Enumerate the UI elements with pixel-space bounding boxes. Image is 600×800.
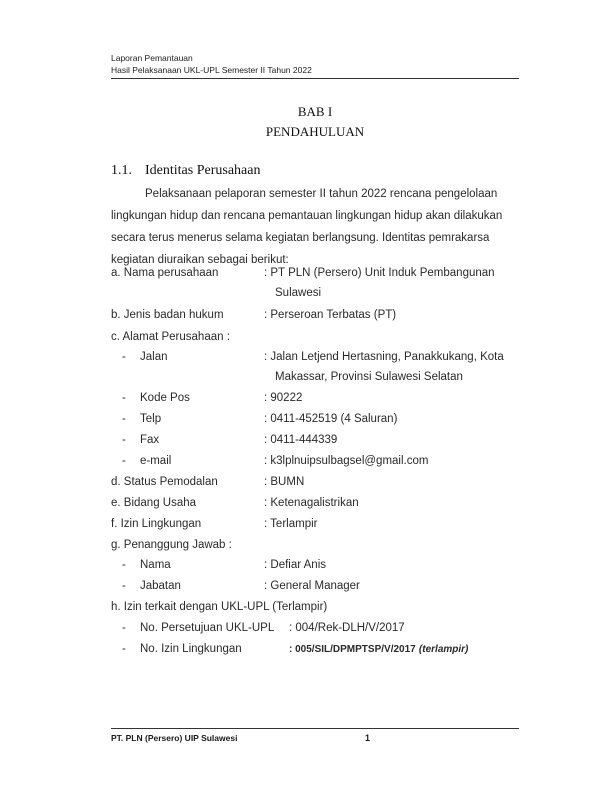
chapter-number: BAB I (297, 104, 333, 119)
subitem-label: Nama (140, 559, 171, 571)
subitem-note: (terlampir) (418, 644, 469, 655)
subitem-label: No. Persetujuan UKL-UPL (140, 622, 275, 634)
subitem-value: : General Manager (264, 580, 360, 592)
footer-company: PT. PLN (Persero) UIP Sulawesi (111, 733, 238, 743)
header-rule (111, 78, 519, 79)
paragraph-line: secara terus menerus selama kegiatan berlangsung. Identitas pemrakarsa (111, 232, 490, 244)
header-report-title: Laporan Pemantauan (111, 53, 193, 63)
subitem-label: Kode Pos (140, 392, 190, 404)
document-footer (111, 728, 519, 747)
item-value: : Ketenagalistrikan (264, 497, 359, 509)
item-label: c. Alamat Perusahaan : (111, 331, 230, 343)
footer-rule (111, 728, 519, 729)
paragraph-line: Pelaksanaan pelaporan semester II tahun 2022 rencana pengelolaan (145, 188, 498, 200)
paragraph-line: lingkungan hidup dan rencana pemantauan lingkungan hidup akan dilakukan (111, 210, 503, 222)
item-label: a. Nama perusahaan (111, 267, 219, 279)
subitem-value: : k3lplnuipsulbagsel@gmail.com (264, 455, 429, 467)
bullet-dash: - (122, 622, 126, 634)
item-value: : Terlampir (264, 518, 318, 530)
bullet-dash: - (122, 559, 126, 571)
subitem-label: e-mail (140, 455, 172, 467)
item-value-cont: Sulawesi (275, 287, 322, 299)
section-title: Identitas Perusahaan (145, 163, 261, 178)
page-number: 1 (365, 733, 371, 743)
bullet-dash: - (122, 455, 126, 467)
subitem-value: : Jalan Letjend Hertasning, Panakkukang, Kota (264, 351, 504, 363)
item-label: d. Status Pemodalan (111, 476, 218, 488)
chapter-title: PENDAHULUAN (265, 124, 365, 139)
document-header (111, 52, 519, 79)
subitem-value: : Defiar Anis (264, 559, 326, 571)
paragraph-line: kegiatan diuraikan sebagai berikut: (111, 254, 289, 266)
subitem-label: No. Izin Lingkungan (140, 643, 242, 655)
item-label: f. Izin Lingkungan (111, 518, 202, 530)
item-label: g. Penanggung Jawab : (111, 539, 232, 551)
subitem-value: : 005/SIL/DPMPTSP/V/2017 (289, 644, 416, 655)
subitem-value: : 0411-452519 (4 Saluran) (264, 413, 398, 425)
bullet-dash: - (122, 434, 126, 446)
bullet-dash: - (122, 351, 126, 363)
subitem-label: Telp (140, 413, 162, 425)
section-heading (111, 163, 260, 179)
item-value: : Perseroan Terbatas (PT) (264, 309, 397, 321)
bullet-dash: - (122, 413, 126, 425)
subitem-label: Fax (140, 434, 160, 446)
item-label: e. Bidang Usaha (111, 497, 197, 509)
subitem-value: : 0411-444339 (264, 434, 338, 446)
subitem-value-cont: Makassar, Provinsi Sulawesi Selatan (275, 371, 463, 383)
item-label: b. Jenis badan hukum (111, 309, 224, 321)
bullet-dash: - (122, 392, 126, 404)
subitem-value: : 90222 (264, 392, 303, 404)
intro-paragraph (111, 183, 519, 271)
item-value: : BUMN (264, 476, 305, 488)
section-number: 1.1. (111, 163, 132, 178)
bullet-dash: - (122, 580, 126, 592)
bullet-dash: - (122, 643, 126, 655)
subitem-value: : 004/Rek-DLH/V/2017 (289, 622, 405, 634)
header-report-subtitle: Hasil Pelaksanaan UKL-UPL Semester II Tahun 2022 (111, 65, 312, 75)
subitem-label: Jalan (140, 351, 168, 363)
subitem-label: Jabatan (140, 580, 181, 592)
item-label: h. Izin terkait dengan UKL-UPL (Terlampir) (111, 601, 328, 613)
item-value: : PT PLN (Persero) Unit Induk Pembangunan (264, 267, 495, 279)
